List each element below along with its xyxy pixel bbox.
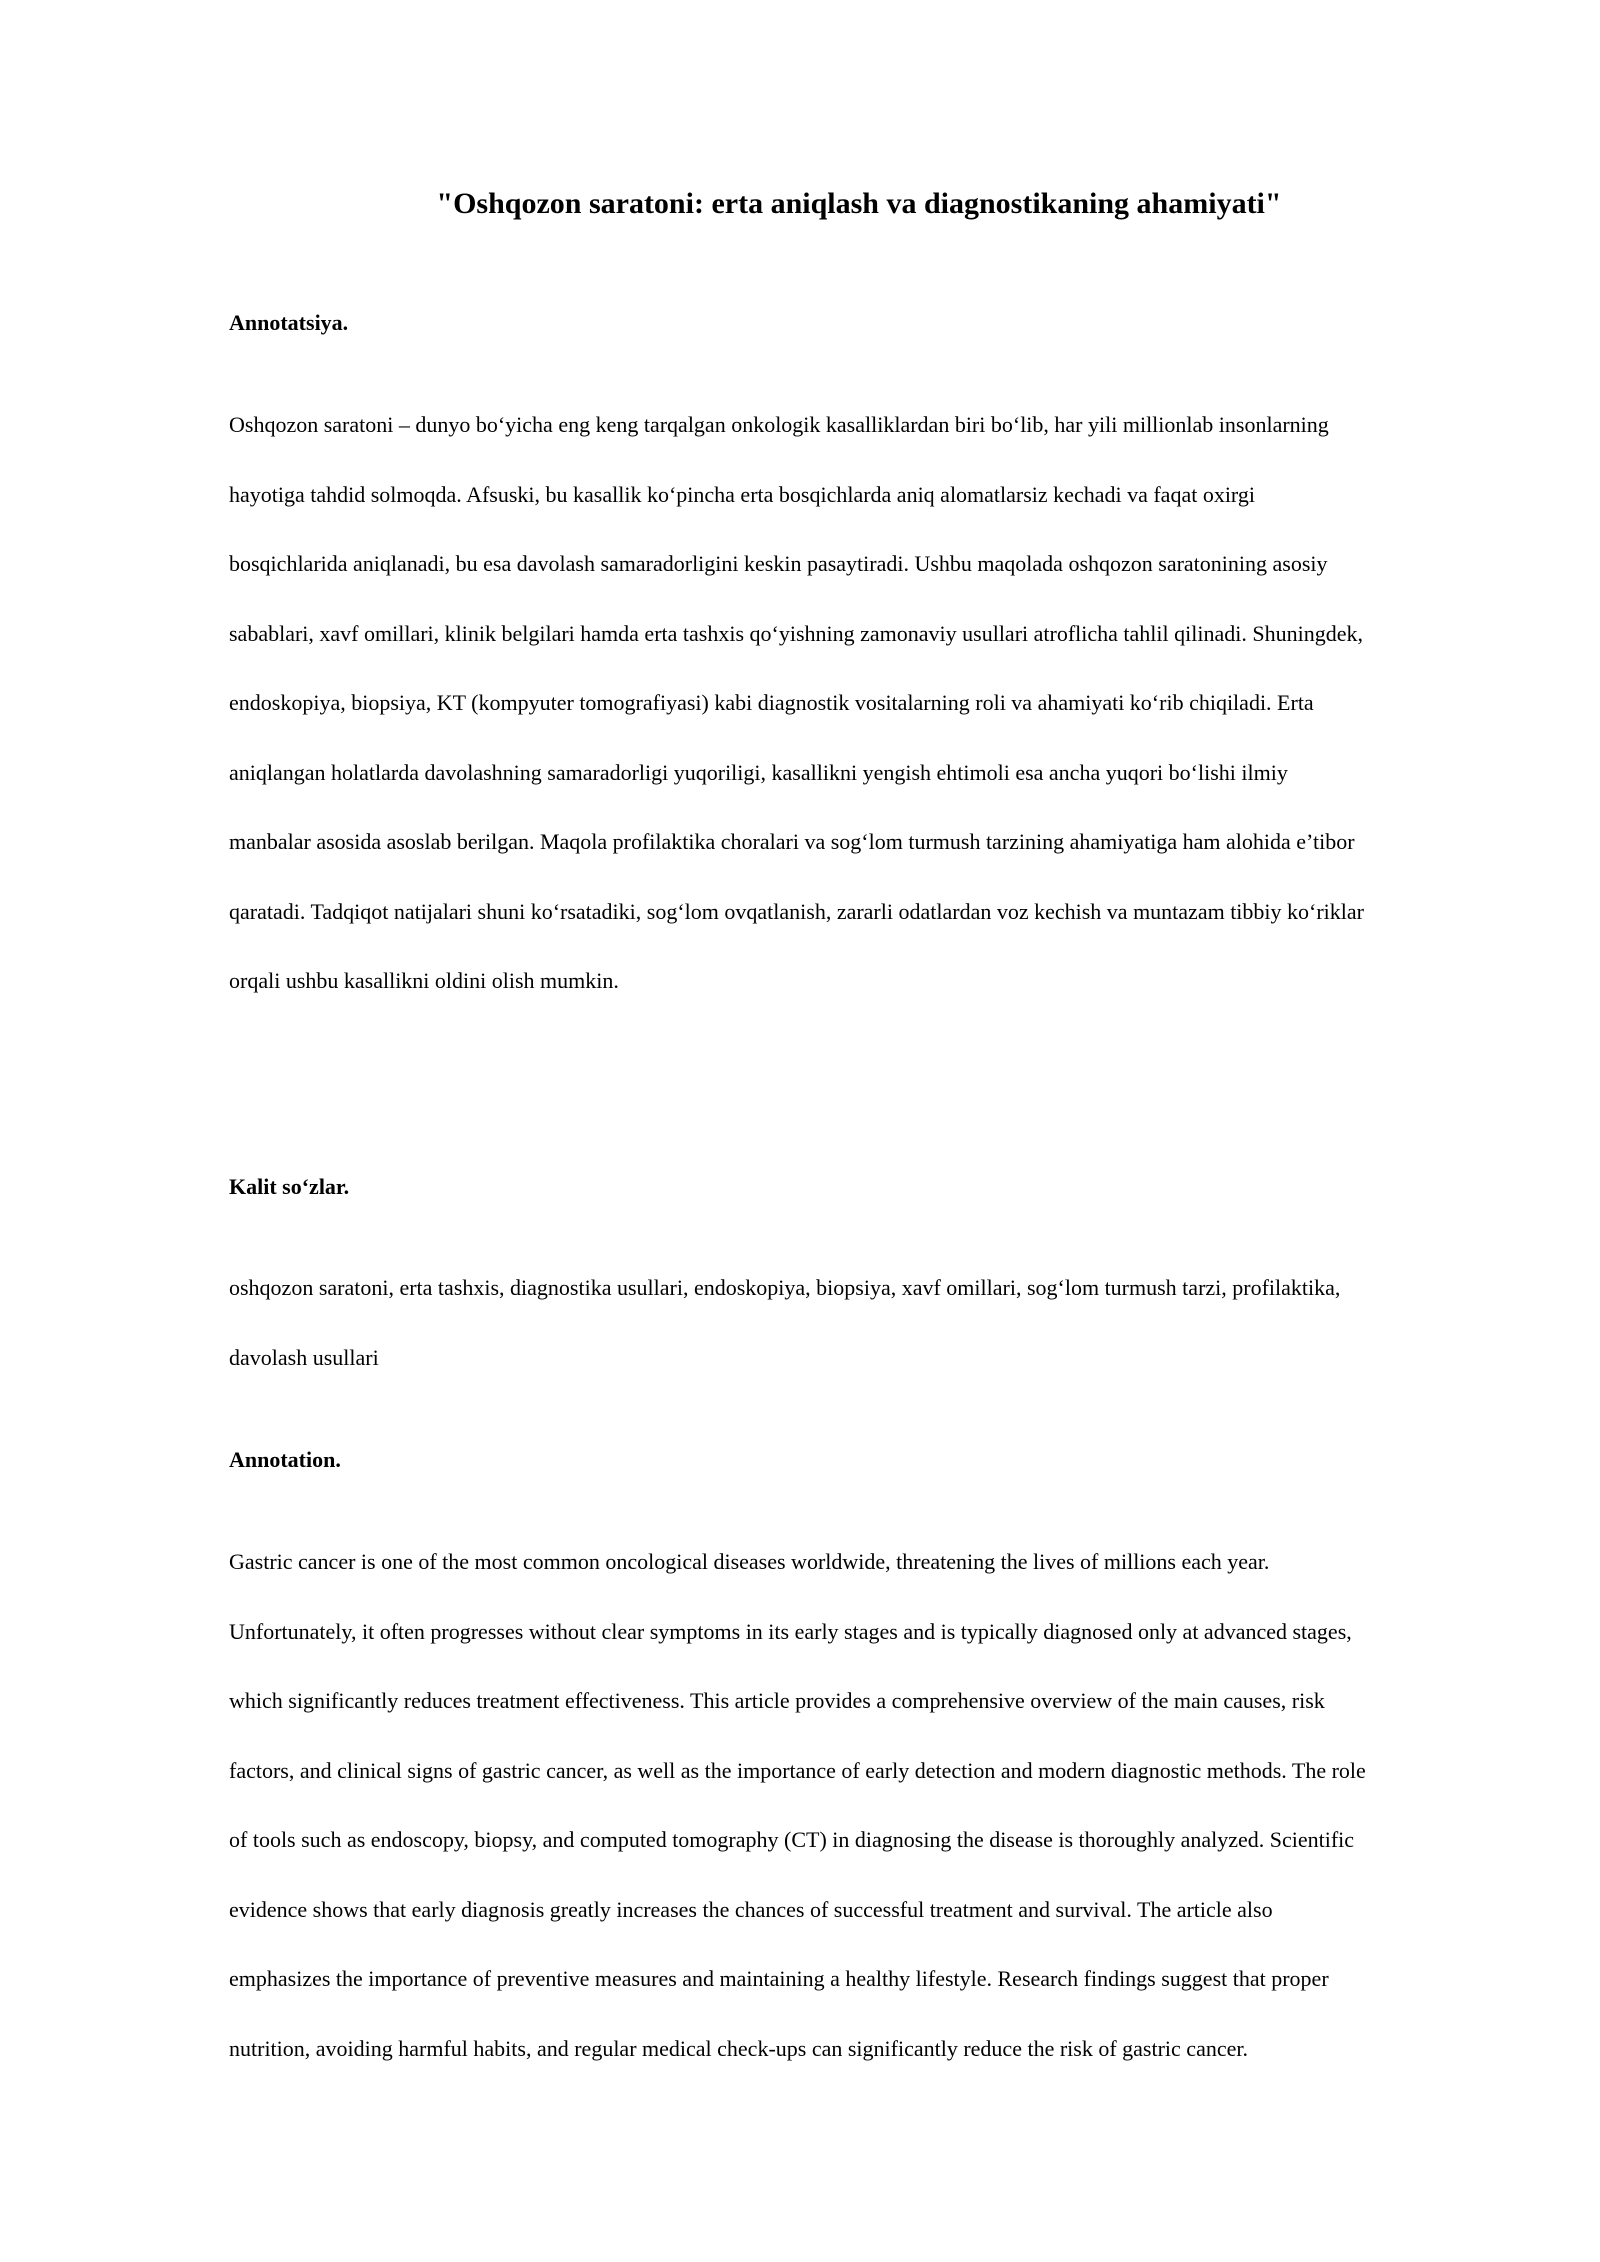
text-line: aniqlangan holatlarda davolashning samaradorligi yuqoriligi, kasallikni yengish ehtimoli esa ancha yuqori bo‘lishi ilmiy — [229, 759, 1288, 785]
text-line: bosqichlarida aniqlanadi, bu esa davolash samaradorligini keskin pasaytiradi. Ushbu maqolada oshqozon saratonining asosiy — [229, 551, 1328, 576]
kalit-sozlar-paragraph — [229, 1273, 1489, 1412]
text-line: Oshqozon saratoni – dunyo bo‘yicha eng keng tarqalgan onkologik kasalliklardan biri bo‘lib, har yili millionlab insonlarning — [229, 412, 1329, 437]
text-line: davolash usullari — [229, 1344, 379, 1370]
annotation-heading: Annotation. — [229, 1447, 341, 1472]
text-line: endoskopiya, biopsiya, KT (kompyuter tomografiyasi) kabi diagnostik vositalarning roli va ahamiyati ko‘rib chiqiladi. Erta — [229, 690, 1314, 715]
text-line: factors, and clinical signs of gastric cancer, as well as the importance of early detection and modern diagnostic methods. The role — [229, 1757, 1366, 1783]
text-line: manbalar asosida asoslab berilgan. Maqola profilaktika choralari va sog‘lom turmush tarzining ahamiyatiga ham alohida e’tibor — [229, 829, 1355, 854]
text-line: Gastric cancer is one of the most common oncological diseases worldwide, threatening the lives of millions each year. — [229, 1549, 1270, 1574]
document-title: "Oshqozon saratoni: erta aniqlash va diagnostikaning ahamiyati" — [436, 187, 1282, 220]
text-line: Unfortunately, it often progresses without clear symptoms in its early stages and is typically diagnosed only at advanced stages, — [229, 1618, 1352, 1644]
annotation-paragraph — [229, 1547, 1489, 2103]
text-line: oshqozon saratoni, erta tashxis, diagnostika usullari, endoskopiya, biopsiya, xavf omillari, sog‘lom turmush tarzi, profilaktika, — [229, 1275, 1341, 1300]
text-line: orqali ushbu kasallikni oldini olish mumkin. — [229, 968, 619, 993]
text-line: qaratadi. Tadqiqot natijalari shuni ko‘rsatadiki, sog‘lom ovqatlanish, zararli odatlardan voz kechish va muntazam tibbiy ko‘riklar — [229, 898, 1364, 924]
text-line: nutrition, avoiding harmful habits, and regular medical check-ups can significantly reduce the risk of gastric cancer. — [229, 2035, 1248, 2061]
annotatsiya-heading: Annotatsiya. — [229, 310, 349, 335]
text-line: evidence shows that early diagnosis greatly increases the chances of successful treatment and survival. The article also — [229, 1896, 1273, 1922]
text-line: emphasizes the importance of preventive measures and maintaining a healthy lifestyle. Research findings suggest that proper — [229, 1966, 1329, 1991]
text-line: hayotiga tahdid solmoqda. Afsuski, bu kasallik ko‘pincha erta bosqichlarda aniq alomatlarsiz kechadi va faqat oxirgi — [229, 481, 1255, 507]
kalit-sozlar-heading: Kalit so‘zlar. — [229, 1174, 350, 1199]
text-line: sabablari, xavf omillari, klinik belgilari hamda erta tashxis qo‘yishning zamonaviy usullari atroflicha tahlil qilinadi. Shuningdek, — [229, 620, 1363, 646]
annotatsiya-paragraph — [229, 410, 1489, 1036]
text-line: which significantly reduces treatment effectiveness. This article provides a comprehensive overview of the main causes, risk — [229, 1688, 1325, 1713]
text-line: of tools such as endoscopy, biopsy, and computed tomography (CT) in diagnosing the disease is thoroughly analyzed. Scientific — [229, 1827, 1355, 1852]
